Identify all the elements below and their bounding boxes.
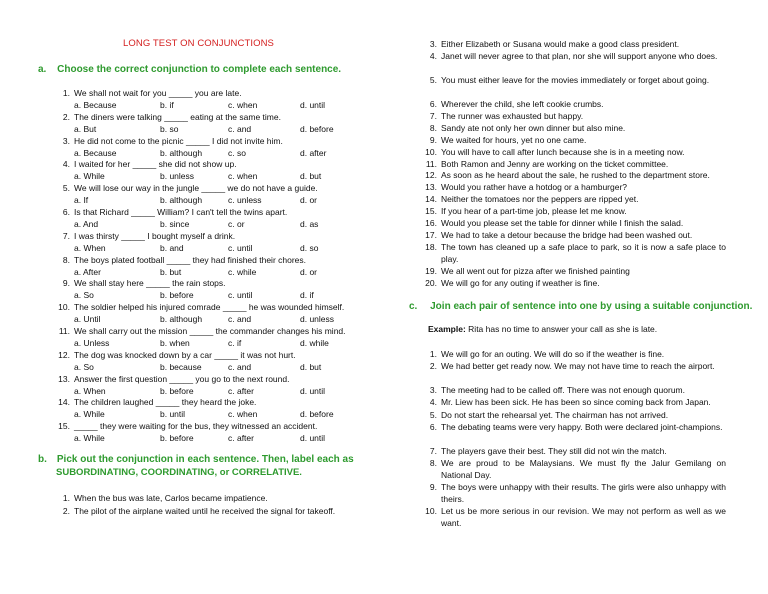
section-b-label: b. <box>38 454 47 465</box>
sentence-text: Sandy ate not only her own dinner but also mine. <box>441 122 626 133</box>
join-sentence-number: 1. <box>429 349 437 359</box>
answer-option: d. so <box>300 242 319 253</box>
join-sentence-number: 3. <box>429 385 437 396</box>
answer-option: d. or <box>300 195 318 206</box>
sentence-number: 6. <box>429 98 437 109</box>
join-sentence-text: Do not start the rehearsal yet. The chairman has not arrived. <box>441 409 669 420</box>
join-sentence-text: The debating teams were very happy. Both were declared joint-champions. <box>441 421 723 432</box>
sentence-text: If you hear of a part-time job, please let me know. <box>441 206 627 217</box>
question-text: I was thirsty _____ I bought myself a drink. <box>74 230 236 241</box>
sentence-text: The town has cleaned up a safe place to park, so it is now a safe place to play. <box>441 242 726 265</box>
sentence-text: As soon as he heard about the sale, he rushed to the department store. <box>441 170 710 181</box>
answer-option: a. Because <box>74 99 117 110</box>
section-a-questions <box>56 88 376 448</box>
answer-option: b. unless <box>160 171 195 182</box>
question-number: 10. <box>58 302 70 313</box>
page-title: LONG TEST ON CONJUNCTIONS <box>123 38 274 49</box>
sentence-number: 15. <box>425 206 437 217</box>
answer-option: d. if <box>300 290 314 301</box>
question-text: I waited for her _____ she did not show up. <box>74 159 237 170</box>
section-b-items-right <box>423 39 733 289</box>
question-text: The soldier helped his injured comrade _____ he was wounded himself. <box>74 302 345 313</box>
sentence-number: 1. <box>62 493 70 503</box>
sentence-text: We waited for hours, yet no one came. <box>441 134 587 145</box>
section-b-line2: SUBORDINATING, COORDINATING, or CORRELATIVE. <box>56 467 302 478</box>
section-c-label: c. <box>409 301 418 312</box>
answer-option: a. So <box>74 361 94 372</box>
answer-option: b. until <box>160 409 186 420</box>
sentence-text: Neither the tomatoes nor the peppers are ripped yet. <box>441 194 639 205</box>
sentence-text: The pilot of the airplane waited until he received the signal for takeoff. <box>74 506 336 516</box>
join-sentence-text: We are proud to be Malaysians. We must fly the Jalur Gemilang on National Day. <box>441 457 726 480</box>
question-number: 2. <box>62 111 70 122</box>
answer-option: c. until <box>228 290 253 301</box>
sentence-number: 2. <box>62 506 70 516</box>
join-sentence-number: 6. <box>429 421 437 432</box>
example-text: Rita has no time to answer your call as she is late. <box>468 324 658 334</box>
sentence-text: Would you please set the table for dinner while I finish the salad. <box>441 218 684 229</box>
sentence-number: 19. <box>425 266 437 277</box>
answer-option: d. as <box>300 218 319 229</box>
sentence-number: 5. <box>429 74 437 85</box>
sentence-number: 20. <box>425 278 437 288</box>
answer-option: a. While <box>74 409 105 420</box>
answer-option: d. until <box>300 99 326 110</box>
question-number: 15. <box>58 421 70 432</box>
answer-option: a. Until <box>74 314 101 325</box>
sentence-text: Would you rather have a hotdog or a hamburger? <box>441 182 628 193</box>
answer-option: b. although <box>160 195 203 206</box>
sentence-text: Both Ramon and Jenny are working on the ticket committee. <box>441 158 669 169</box>
question-number: 9. <box>62 278 70 289</box>
question-text: The boys plated football _____ they had finished their chores. <box>74 254 307 265</box>
answer-option: a. And <box>74 218 99 229</box>
join-sentence-number: 7. <box>429 445 437 456</box>
answer-option: b. because <box>160 361 202 372</box>
join-sentence-number: 8. <box>429 457 437 468</box>
sentence-text: The runner was exhausted but happy. <box>441 110 584 121</box>
answer-option: b. but <box>160 266 182 277</box>
answer-option: c. unless <box>228 195 262 206</box>
answer-option: b. if <box>160 99 174 110</box>
sentence-number: 8. <box>429 122 437 133</box>
question-number: 1. <box>62 88 70 98</box>
question-number: 4. <box>62 159 70 170</box>
join-sentence-text: We had better get ready now. We may not have time to reach the airport. <box>441 361 715 372</box>
section-a-label: a. <box>38 64 47 75</box>
question-number: 11. <box>58 326 70 336</box>
join-sentence-number: 10. <box>425 506 437 517</box>
join-sentence-text: We will go for an outing. We will do so if the weather is fine. <box>441 349 665 359</box>
answer-option: d. while <box>300 337 329 348</box>
sentence-number: 3. <box>429 39 437 49</box>
answer-option: b. although <box>160 314 203 325</box>
question-text: We shall carry out the mission _____ the commander changes his mind. <box>74 326 346 336</box>
answer-option: d. before <box>300 123 334 134</box>
answer-option: c. when <box>228 171 258 182</box>
answer-option: c. after <box>228 433 254 444</box>
answer-option: c. when <box>228 99 258 110</box>
question-text: The children laughed _____ they heard the joke. <box>74 397 257 408</box>
question-number: 13. <box>58 373 70 384</box>
question-number: 3. <box>62 135 70 146</box>
answer-option: b. and <box>160 242 184 253</box>
sentence-text: You will have to call after lunch because she is in a meeting now. <box>441 146 685 157</box>
answer-option: b. when <box>160 337 190 348</box>
answer-option: d. but <box>300 171 322 182</box>
question-text: We shall stay here _____ the rain stops. <box>74 278 226 289</box>
join-sentence-text: The players gave their best. They still did not win the match. <box>441 445 667 456</box>
section-b-items-left <box>56 493 376 533</box>
join-sentence-number: 2. <box>429 361 437 372</box>
join-sentence-text: Mr. Liew has been sick. He has been so since coming back from Japan. <box>441 397 711 408</box>
question-text: Is that Richard _____ William? I can't tell the twins apart. <box>74 207 288 217</box>
example-label: Example: <box>428 324 466 334</box>
sentence-number: 4. <box>429 50 437 61</box>
answer-option: b. so <box>160 123 179 134</box>
sentence-text: Janet will never agree to that plan, nor she will support anyone who does. <box>441 50 718 61</box>
answer-option: a. So <box>74 290 94 301</box>
question-number: 8. <box>62 254 70 265</box>
answer-option: a. When <box>74 385 106 396</box>
sentence-number: 12. <box>425 170 437 181</box>
answer-option: c. until <box>228 242 253 253</box>
answer-option: b. since <box>160 218 190 229</box>
question-number: 5. <box>62 183 70 194</box>
answer-option: c. when <box>228 409 258 420</box>
sentence-text: When the bus was late, Carlos became impatience. <box>74 493 268 503</box>
sentence-number: 13. <box>425 182 437 193</box>
question-number: 7. <box>62 230 70 241</box>
answer-option: b. before <box>160 385 194 396</box>
sentence-text: We all went out for pizza after we finished painting <box>441 266 630 277</box>
answer-option: c. if <box>228 337 242 348</box>
answer-option: a. Unless <box>74 337 110 348</box>
sentence-number: 17. <box>425 230 437 241</box>
question-number: 14. <box>58 397 70 408</box>
question-text: _____ they were waiting for the bus, they witnessed an accident. <box>74 421 318 432</box>
question-text: We shall not wait for you _____ you are late. <box>74 88 242 98</box>
join-sentence-number: 5. <box>429 409 437 420</box>
section-a-text: Choose the correct conjunction to complete each sentence. <box>57 64 342 75</box>
sentence-number: 9. <box>429 134 437 145</box>
section-b-line1: Pick out the conjunction in each sentence. Then, label each as <box>56 454 354 465</box>
sentence-number: 7. <box>429 110 437 121</box>
question-text: He did not come to the picnic _____ I did not invite him. <box>74 135 283 146</box>
answer-option: b. before <box>160 290 194 301</box>
sentence-number: 14. <box>425 194 437 205</box>
section-c-example <box>428 324 657 334</box>
answer-option: d. or <box>300 266 318 277</box>
answer-option: a. When <box>74 242 106 253</box>
sentence-text: Wherever the child, she left cookie crumbs. <box>441 98 604 109</box>
answer-option: a. While <box>74 171 105 182</box>
sentence-text: We had to take a detour because the bridge had been washed out. <box>441 230 693 241</box>
answer-option: d. until <box>300 385 326 396</box>
answer-option: d. until <box>300 433 326 444</box>
answer-option: d. before <box>300 409 334 420</box>
join-sentence-text: The meeting had to be called off. There was not enough quorum. <box>441 385 685 396</box>
answer-option: c. and <box>228 314 252 325</box>
sentence-text: Either Elizabeth or Susana would make a good class president. <box>441 39 680 49</box>
join-sentence-number: 4. <box>429 397 437 408</box>
question-text: The diners were talking _____ eating at the same time. <box>74 111 281 122</box>
section-a-heading <box>38 63 341 76</box>
section-c-items <box>423 348 733 528</box>
answer-option: a. While <box>74 433 105 444</box>
join-sentence-text: Let us be more serious in our revision. We may not perform as well as we want. <box>441 506 726 529</box>
question-text: Answer the first question _____ you go to the next round. <box>74 373 290 384</box>
answer-option: c. and <box>228 123 252 134</box>
answer-option: b. before <box>160 433 194 444</box>
answer-option: a. If <box>74 195 89 206</box>
sentence-number: 16. <box>425 218 437 229</box>
sentence-number: 18. <box>425 242 437 253</box>
answer-option: a. After <box>74 266 101 277</box>
answer-option: c. or <box>228 218 245 229</box>
sentence-number: 11. <box>425 158 437 169</box>
section-b-heading <box>38 453 354 479</box>
sentence-number: 10. <box>425 146 437 157</box>
question-number: 12. <box>58 349 70 360</box>
answer-option: a. Because <box>74 147 117 158</box>
answer-option: c. so <box>228 147 246 158</box>
answer-option: c. after <box>228 385 254 396</box>
answer-option: d. after <box>300 147 327 158</box>
answer-option: c. and <box>228 361 252 372</box>
section-c-text: Join each pair of sentence into one by using a suitable conjunction. <box>430 301 753 312</box>
answer-option: d. but <box>300 361 322 372</box>
answer-option: b. although <box>160 147 203 158</box>
join-sentence-number: 9. <box>429 482 437 493</box>
answer-option: c. while <box>228 266 257 277</box>
question-text: The dog was knocked down by a car _____ it was not hurt. <box>74 349 296 360</box>
join-sentence-text: The boys were unhappy with their results. The girls were also unhappy with theirs. <box>441 482 726 505</box>
answer-option: a. But <box>74 123 97 134</box>
section-c-heading <box>409 300 752 313</box>
sentence-text: We will go for any outing if weather is fine. <box>441 278 600 288</box>
question-number: 6. <box>62 207 70 217</box>
answer-option: d. unless <box>300 314 335 325</box>
sentence-text: You must either leave for the movies immediately or forget about going. <box>441 74 710 85</box>
question-text: We will lose our way in the jungle _____ we do not have a guide. <box>74 183 318 194</box>
